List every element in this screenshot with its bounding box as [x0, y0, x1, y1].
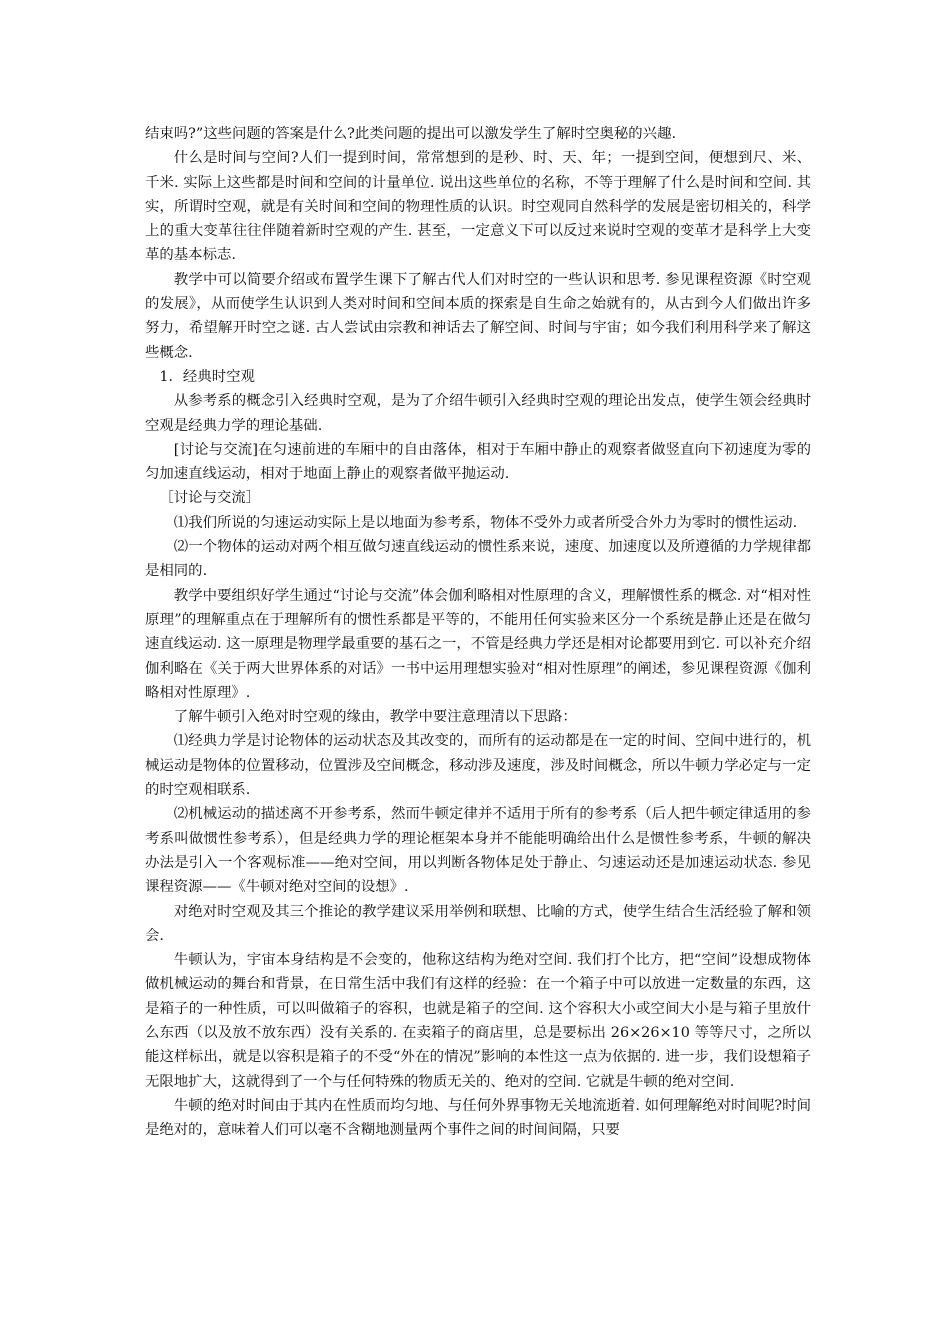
list-item-1-classical-mechanics: ⑴经典力学是讨论物体的运动状态及其改变的，而所有的运动都是在一定的时间、空间中进行的，机械运动是物体的位置移动，位置涉及空间概念，移动涉及速度，涉及时间概念，所以牛顿力学必定与一定的时空观相联系. — [145, 733, 811, 799]
paragraph-absolute-time: 牛顿的绝对时间由于其内在性质而均匀地、与任何外界事物无关地流逝着. 如何理解绝对时间呢?时间是绝对的，意味着人们可以毫不含糊地测量两个事件之间的时间间隔，只要 — [145, 1097, 811, 1139]
list-item-2-inertial-frames: ⑵一个物体的运动对两个相互做匀速直线运动的惯性系来说，速度、加速度以及所遵循的力学规律都是相同的. — [145, 539, 811, 580]
paragraph-reference-frame: 从参考系的概念引入经典时空观，是为了介绍牛顿引入经典时空观的理论出发点，使学生领会经典时空观是经典力学的理论基础. — [145, 393, 811, 434]
paragraph-newton-absolute-intro: 了解牛顿引入绝对时空观的缘由，教学中要注意理清以下思路： — [173, 709, 577, 726]
paragraph-teaching-history: 教学中可以简要介绍或布置学生课下了解古代人们对时空的一些认识和思考. 参见课程资源《时空观的发展》，从而使学生认识到人类对时间和空间本质的探索是自生命之始就有的，从古到今人们做出许多努力，希望解开时空之谜. 古人尝试由宗教和神话去了解空间、时间与宇宙；如今我们利用科学来了解这些概念. — [145, 271, 811, 361]
document-page — [145, 122, 811, 1142]
list-item-1-inertial-motion: ⑴我们所说的匀速运动实际上是以地面为参考系，物体不受外力或者所受合外力为零时的惯性运动. — [173, 514, 798, 531]
paragraph-continuation: 结束吗?”这些问题的答案是什么?此类问题的提出可以激发学生了解时空奥秘的兴趣. — [145, 126, 677, 142]
section-heading-classical-spacetime: 1．经典时空观 — [159, 368, 255, 385]
paragraph-galilean-relativity: 教学中要组织好学生通过“讨论与交流”体会伽利略相对性原理的含义，理解惯性系的概念. 对“相对性原理”的理解重点在于理解所有的惯性系都是平等的，不能用任何实验来区分一个系统是静止还是在做匀速直线运动. 这一原理是物理学最重要的基石之一，不管是经典力学还是相对论都要用到它. 可以补充介绍伽利略在《关于两大世界体系的对话》一书中运用理想实验对“相对性原理”的阐述，参见课程资源《伽利略相对性原理》. — [145, 587, 811, 701]
paragraph-time-and-space: 什么是时间与空间?人们一提到时间，常常想到的是秒、时、天、年；一提到空间，便想到尺、米、千米. 实际上这些都是时间和空间的计量单位. 说出这些单位的名称，不等于理解了什么是时间和空间. 其实，所谓时空观，就是有关时间和空间的物理性质的认识。时空观同自然科学的发展是密切相关的，科学上的重大变革往往伴随着新时空观的产生. 甚至，一定意义下可以反过来说时空观的变革才是科学上大变革的基本标志. — [145, 150, 811, 264]
paragraph-discussion-free-fall: [讨论与交流]在匀速前进的车厢中的自由落体，相对于车厢中静止的观察者做竖直向下初速度为零的匀加速直线运动，相对于地面上静止的观察者做平抛运动. — [145, 441, 811, 483]
discussion-heading: ［讨论与交流］ — [159, 490, 261, 507]
paragraph-absolute-space: 牛顿认为，宇宙本身结构是不会变的，他称这结构为绝对空间. 我们打个比方，把“空间”设想成物体做机械运动的舞台和背景，在日常生活中我们有这样的经验：在一个箱子中可以放进一定数量的东西，这是箱子的一种性质，可以叫做箱子的容积，也就是箱子的空间. 这个容积大小或空间大小是与箱子里放什么东西（以及放不放东西）没有关系的. 在卖箱子的商店里，总是要标出 26×26×10 等等尺寸，之所以能这样标出，就是以容积是箱子的不受“外在的情况”影响的本性这一点为依据的. 进一步，我们设想箱子无限地扩大，这就得到了一个与任何特殊的物质无关的、绝对的空间. 它就是牛顿的绝对空间. — [145, 952, 811, 1090]
list-item-2-reference-frames: ⑵机械运动的描述离不开参考系，然而牛顿定律并不适用于所有的参考系（后人把牛顿定律适用的参考系叫做惯性参考系），但是经典力学的理论框架本身并不能能明确给出什么是惯性参考系，牛顿的解决办法是引入一个客观标准——绝对空间，用以判断各物体足处于静止、匀速运动还是加速运动状态. 参见课程资源——《牛顿对绝对空间的设想》. — [145, 806, 811, 896]
paragraph-teaching-suggestion: 对绝对时空观及其三个推论的教学建议采用举例和联想、比喻的方式，使学生结合生活经验了解和领会. — [145, 903, 811, 944]
